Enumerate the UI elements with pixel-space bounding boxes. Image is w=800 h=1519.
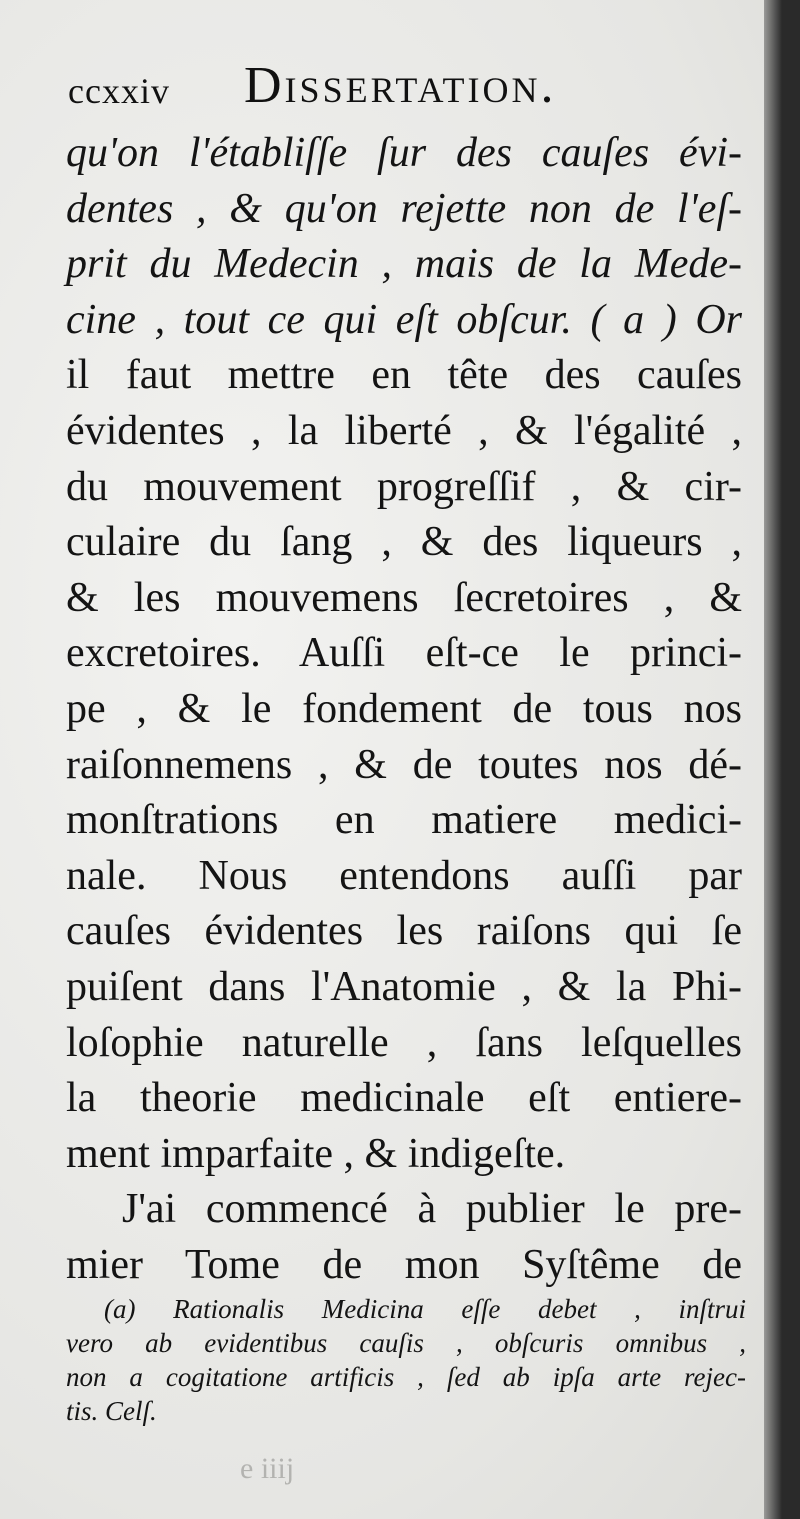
text-line: & les mouvemens ſecretoires , & — [66, 574, 742, 621]
text-line: cine , tout ce qui eſt obſcur. ( a ) Or — [66, 296, 742, 343]
text-line: il faut mettre en tête des cauſes — [66, 352, 742, 399]
text-line: excretoires. Auſſi eſt-ce le princi- — [66, 630, 742, 677]
text-line: mier Tome de mon Syſtême de — [66, 1241, 742, 1288]
page-header — [68, 56, 728, 116]
text-line: monſtrations en matiere medici- — [66, 797, 742, 844]
text-line: J'ai commencé à publier le pre- — [122, 1186, 742, 1233]
footnote-line: vero ab evidentibus cauſis , obſcuris omnibus , — [66, 1328, 746, 1358]
text-line: culaire du ſang , & des liqueurs , — [66, 519, 742, 566]
text-line: dentes , & qu'on rejette non de l'eſ- — [66, 185, 742, 232]
text-line: du mouvement progreſſif , & cir- — [66, 463, 742, 510]
text-line: pe , & le fondement de tous nos — [66, 685, 742, 732]
main-text — [66, 126, 742, 1293]
text-line: raiſonnemens , & de toutes nos dé- — [66, 741, 742, 788]
footnote-line: tis. Celſ. — [66, 1396, 157, 1426]
footnote-line: (a) Rationalis Medicina eſſe debet , inſtrui — [104, 1294, 746, 1324]
page-edge-shadow — [764, 0, 782, 1519]
running-title: Dissertation. — [244, 57, 557, 114]
text-line: cauſes évidentes les raiſons qui ſe — [66, 908, 742, 955]
page-number: ccxxiv — [68, 71, 170, 111]
text-line: loſophie naturelle , ſans leſquelles — [66, 1019, 742, 1066]
text-line: la theorie medicinale eſt entiere- — [66, 1075, 742, 1122]
footnote — [66, 1292, 746, 1428]
text-line: puiſent dans l'Anatomie , & la Phi- — [66, 963, 742, 1010]
text-line: évidentes , la liberté , & l'égalité , — [66, 407, 742, 454]
text-line: ment imparfaite , & indigeſte. — [66, 1130, 566, 1177]
text-line: nale. Nous entendons auſſi par — [66, 852, 742, 899]
text-line: prit du Medecin , mais de la Mede- — [66, 241, 742, 288]
text-line: qu'on l'établiſſe ſur des cauſes évi- — [66, 130, 742, 176]
signature-mark: e iiij — [240, 1452, 295, 1485]
footnote-line: non a cogitatione artificis , ſed ab ipſa arte rejec- — [66, 1362, 746, 1392]
